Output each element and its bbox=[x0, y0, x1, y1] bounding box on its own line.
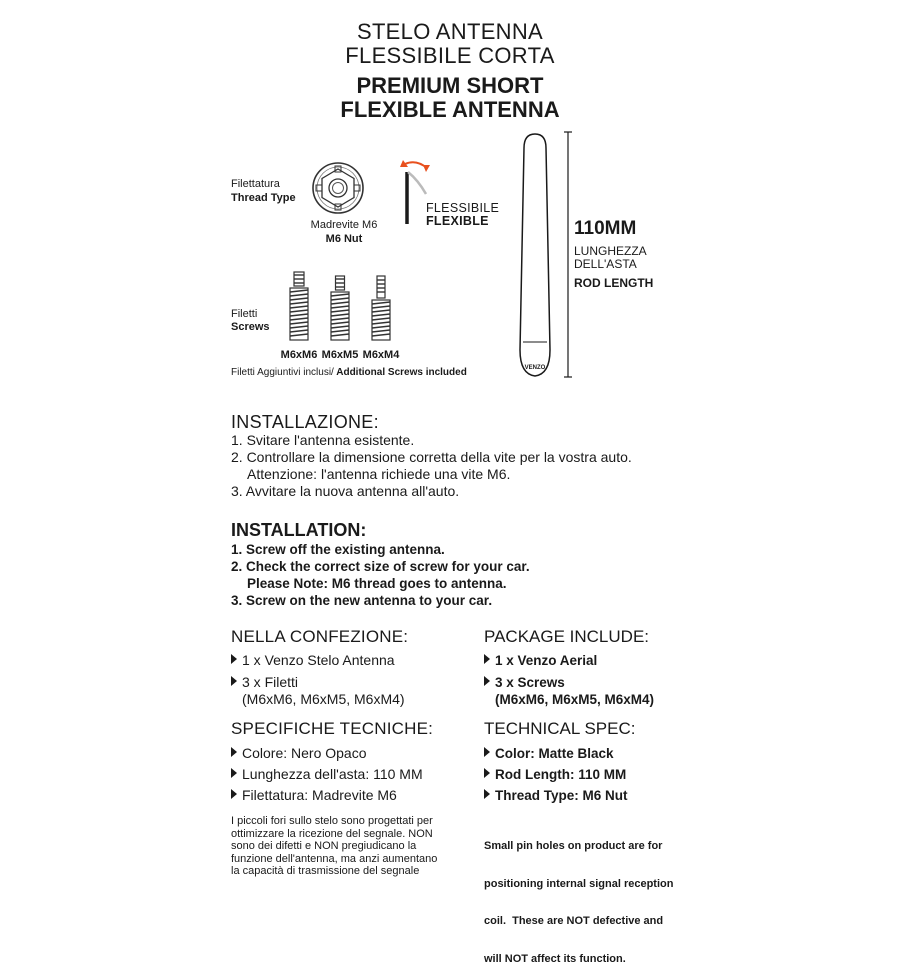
install-it-step-2: 2. Controllare la dimensione corretta della vite per la vostra auto. bbox=[231, 449, 632, 465]
screw-label-m6xm5: M6xM5 bbox=[321, 349, 359, 361]
note-it-line-4: funzione dell'antenna, ma anzi aumentano bbox=[231, 852, 438, 865]
spec-it-heading: SPECIFICHE TECNICHE: bbox=[231, 719, 434, 738]
rod-length-label-it-2: DELL'ASTA bbox=[574, 257, 637, 271]
screw-label-m6xm4: M6xM4 bbox=[362, 349, 400, 361]
thread-label-it: Filettatura bbox=[231, 178, 280, 190]
screws-label-it: Filetti bbox=[231, 308, 258, 320]
spec-en-item-2-text: Rod Length: 110 MM bbox=[495, 767, 627, 782]
package-en-item-2-text: 3 x Screws bbox=[495, 675, 565, 690]
install-en-step-3: 3. Screw on the new antenna to your car. bbox=[231, 593, 493, 608]
spec-en-item-3-text: Thread Type: M6 Nut bbox=[495, 788, 628, 803]
m6-nut-icon bbox=[310, 160, 366, 216]
install-it-step-3: 3. Avvitare la nuova antenna all'auto. bbox=[231, 483, 460, 499]
bullet-arrow-icon bbox=[484, 789, 490, 799]
package-en-item-2-detail: (M6xM6, M6xM5, M6xM4) bbox=[495, 692, 655, 707]
install-en-step-2: 2. Check the correct size of screw for your car. bbox=[231, 559, 530, 574]
screw-m6xm4-icon bbox=[368, 272, 394, 344]
nut-label-it: Madrevite M6 bbox=[310, 219, 378, 231]
package-it-item-2-text: 3 x Filetti bbox=[242, 674, 299, 690]
flexible-label-en: FLEXIBLE bbox=[426, 214, 489, 228]
note-it-line-5: la capacità di trasmissione del segnale bbox=[231, 865, 420, 877]
bullet-arrow-icon bbox=[484, 747, 490, 757]
spec-it-item-1 bbox=[231, 745, 367, 762]
spec-it-item-1-text: Colore: Nero Opaco bbox=[242, 745, 367, 761]
screw-label-m6xm6: M6xM6 bbox=[280, 349, 318, 361]
package-en-heading: PACKAGE INCLUDE: bbox=[484, 627, 650, 646]
note-it-line-2: ottimizzare la ricezione del segnale. NON bbox=[231, 827, 433, 840]
flexible-label-it: FLESSIBILE bbox=[426, 201, 500, 215]
rod-length-label-it-1: LUNGHEZZA bbox=[574, 244, 647, 258]
screws-label-en: Screws bbox=[231, 321, 270, 333]
package-it-item-1 bbox=[231, 652, 395, 669]
thread-label-en: Thread Type bbox=[231, 192, 296, 204]
spec-en-heading: TECHNICAL SPEC: bbox=[484, 719, 636, 738]
install-it-step-2-note: Attenzione: l'antenna richiede una vite M6. bbox=[247, 466, 511, 482]
package-it-item-2 bbox=[231, 674, 298, 691]
install-en-step-1: 1. Screw off the existing antenna. bbox=[231, 542, 445, 557]
bullet-arrow-icon bbox=[231, 789, 237, 799]
note-en-line-4: will NOT affect its function. bbox=[484, 952, 626, 965]
title-english-line-2: FLEXIBLE ANTENNA bbox=[340, 97, 560, 122]
additional-screws-it: Filetti Aggiuntivi inclusi/ bbox=[231, 367, 334, 378]
antenna-rod-icon bbox=[510, 128, 575, 384]
spec-it-item-2 bbox=[231, 766, 423, 783]
install-en-heading: INSTALLATION: bbox=[231, 520, 367, 540]
note-it bbox=[231, 815, 437, 878]
screw-m6xm6-icon bbox=[286, 268, 312, 344]
bullet-arrow-icon bbox=[231, 768, 237, 778]
additional-screws-en: Additional Screws included bbox=[333, 367, 467, 378]
antenna-brand-text: VENZO bbox=[524, 365, 546, 371]
note-en-line-3: coil. These are NOT defective and bbox=[484, 915, 664, 927]
title-italian-line-2: FLESSIBILE CORTA bbox=[345, 43, 555, 68]
package-en-item-1 bbox=[484, 652, 597, 669]
package-en-item-2 bbox=[484, 674, 565, 691]
package-it-item-1-text: 1 x Venzo Stelo Antenna bbox=[242, 652, 395, 668]
bullet-arrow-icon bbox=[484, 676, 490, 686]
install-en-step-2-note: Please Note: M6 thread goes to antenna. bbox=[247, 576, 507, 591]
spec-it-item-3-text: Filettatura: Madrevite M6 bbox=[242, 787, 397, 803]
title-italian-line-1: STELO ANTENNA bbox=[356, 19, 544, 44]
title-english-line-1: PREMIUM SHORT bbox=[356, 73, 544, 98]
bullet-arrow-icon bbox=[484, 654, 490, 664]
spec-en-item-1-text: Color: Matte Black bbox=[495, 746, 614, 761]
spec-en-item-2 bbox=[484, 766, 626, 783]
bullet-arrow-icon bbox=[231, 747, 237, 757]
package-en-item-1-text: 1 x Venzo Aerial bbox=[495, 653, 598, 668]
additional-screws-note bbox=[231, 367, 467, 379]
note-en-line-2: positioning internal signal reception bbox=[484, 877, 674, 890]
note-it-line-3: sono dei difetti e NON pregiudicano la bbox=[231, 840, 417, 852]
bullet-arrow-icon bbox=[231, 676, 237, 686]
note-it-line-1: I piccoli fori sullo stelo sono progettati per bbox=[231, 815, 433, 827]
spec-it-item-3 bbox=[231, 787, 397, 804]
bullet-arrow-icon bbox=[484, 768, 490, 778]
note-en-line-1: Small pin holes on product are for bbox=[484, 840, 663, 852]
bullet-arrow-icon bbox=[231, 654, 237, 664]
note-en bbox=[484, 815, 673, 978]
package-it-heading: NELLA CONFEZIONE: bbox=[231, 627, 409, 646]
spec-it-item-2-text: Lunghezza dell'asta: 110 MM bbox=[242, 766, 423, 782]
spec-en-item-3 bbox=[484, 787, 628, 804]
rod-length-value: 110MM bbox=[574, 218, 637, 239]
package-it-item-2-detail: (M6xM6, M6xM5, M6xM4) bbox=[242, 691, 405, 707]
install-it-heading: INSTALLAZIONE: bbox=[231, 412, 379, 432]
install-it-step-1: 1. Svitare l'antenna esistente. bbox=[231, 432, 415, 448]
rod-length-label-en: ROD LENGTH bbox=[574, 276, 654, 290]
spec-en-item-1 bbox=[484, 745, 614, 762]
screw-m6xm5-icon bbox=[327, 272, 353, 344]
nut-label-en: M6 Nut bbox=[325, 233, 363, 245]
